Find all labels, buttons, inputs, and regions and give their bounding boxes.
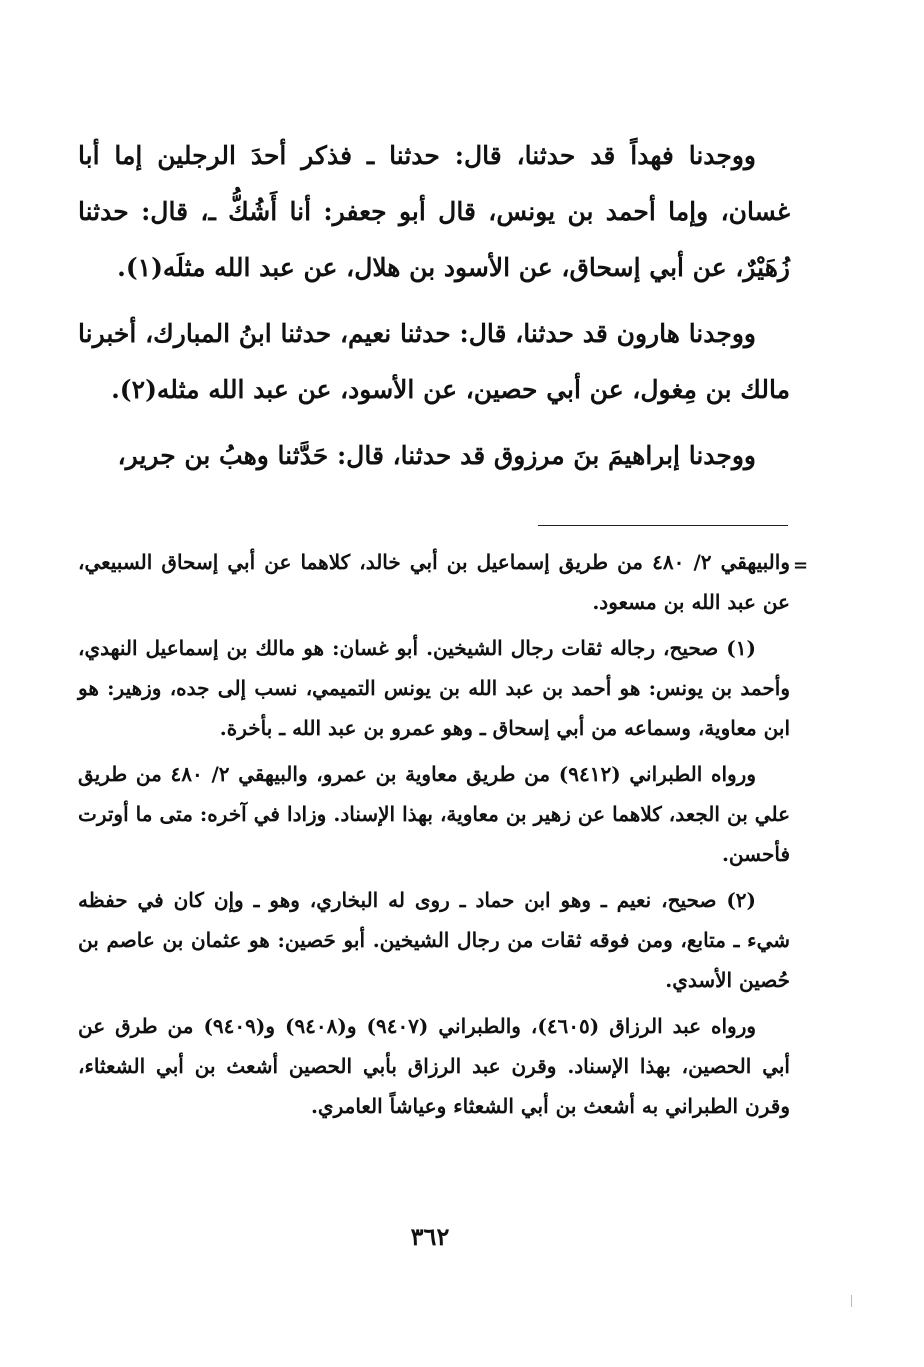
main-text bbox=[78, 128, 790, 494]
scan-edge-mark bbox=[851, 1295, 852, 1307]
main-paragraph-2: ووجدنا هارون قد حدثنا، قال: حدثنا نعيم، حدثنا ابنُ المبارك، أخبرنا مالك بن مِغول، عن أبي حصين، عن الأسود، عن عبد الله مثله(٢). bbox=[78, 319, 790, 404]
footnote-2-extra: ورواه عبد الرزاق (٤٦٠٥)، والطبراني (٩٤٠٧) و(٩٤٠٨) و(٩٤٠٩) من طرق عن أبي الحصين، بهذا الإسناد. وقرن عبد الرزاق بأبي الحصين أشعث بن أبي الشعثاء، وقرن الطبراني به أشعث بن أبي الشعثاء وعياشاً العامري. bbox=[78, 1014, 790, 1118]
footnote-1-extra: ورواه الطبراني (٩٤١٢) من طريق معاوية بن عمرو، والبيهقي ٢/ ٤٨٠ من طريق علي بن الجعد، كلاهما عن زهير بن معاوية، بهذا الإسناد. وزادا في آخره: متى ما أوترت فأحسن. bbox=[78, 762, 790, 866]
footnote-separator bbox=[538, 525, 788, 526]
main-paragraph-3: ووجدنا إبراهيمَ بنَ مرزوق قد حدثنا، قال: حَدَّثنا وهبُ بن جرير، bbox=[117, 441, 756, 470]
page-number: ٣٦٢ bbox=[410, 1222, 450, 1251]
footnotes bbox=[78, 542, 790, 1132]
main-paragraph-1: ووجدنا فهداً قد حدثنا، قال: حدثنا ـ فذكر أحدَ الرجلين إما أبا غسان، وإما أحمد بن يونس، قال أبو جعفر: أنا أَشُكُّ ـ، قال: حدثنا زُهَيْرٌ، عن أبي إسحاق، عن الأسود بن هلال، عن عبد الله مثلَه(١). bbox=[78, 141, 790, 282]
footnote-2: (٢) صحيح، نعيم ـ وهو ابن حماد ـ روى له البخاري، وهو ـ وإن كان في حفظه شيء ـ متابع، ومن فوقه ثقات من رجال الشيخين. أبو حَصين: هو عثمان بن عاصم بن حُصين الأسدي. bbox=[78, 888, 790, 992]
footnote-continuation: والبيهقي ٢/ ٤٨٠ من طريق إسماعيل بن أبي خالد، كلاهما عن أبي إسحاق السبيعي، عن عبد الله بن مسعود. bbox=[78, 550, 790, 614]
footnote-1: (١) صحيح، رجاله ثقات رجال الشيخين. أبو غسان: هو مالك بن إسماعيل النهدي، وأحمد بن يونس: هو أحمد بن عبد الله بن يونس التميمي، نسب إلى جده، وزهير: هو ابن معاوية، وسماعه من أبي إسحاق ـ وهو عمرو بن عبد الله ـ بأخرة. bbox=[78, 636, 790, 740]
footnote-continuation-mark: = bbox=[793, 555, 809, 576]
